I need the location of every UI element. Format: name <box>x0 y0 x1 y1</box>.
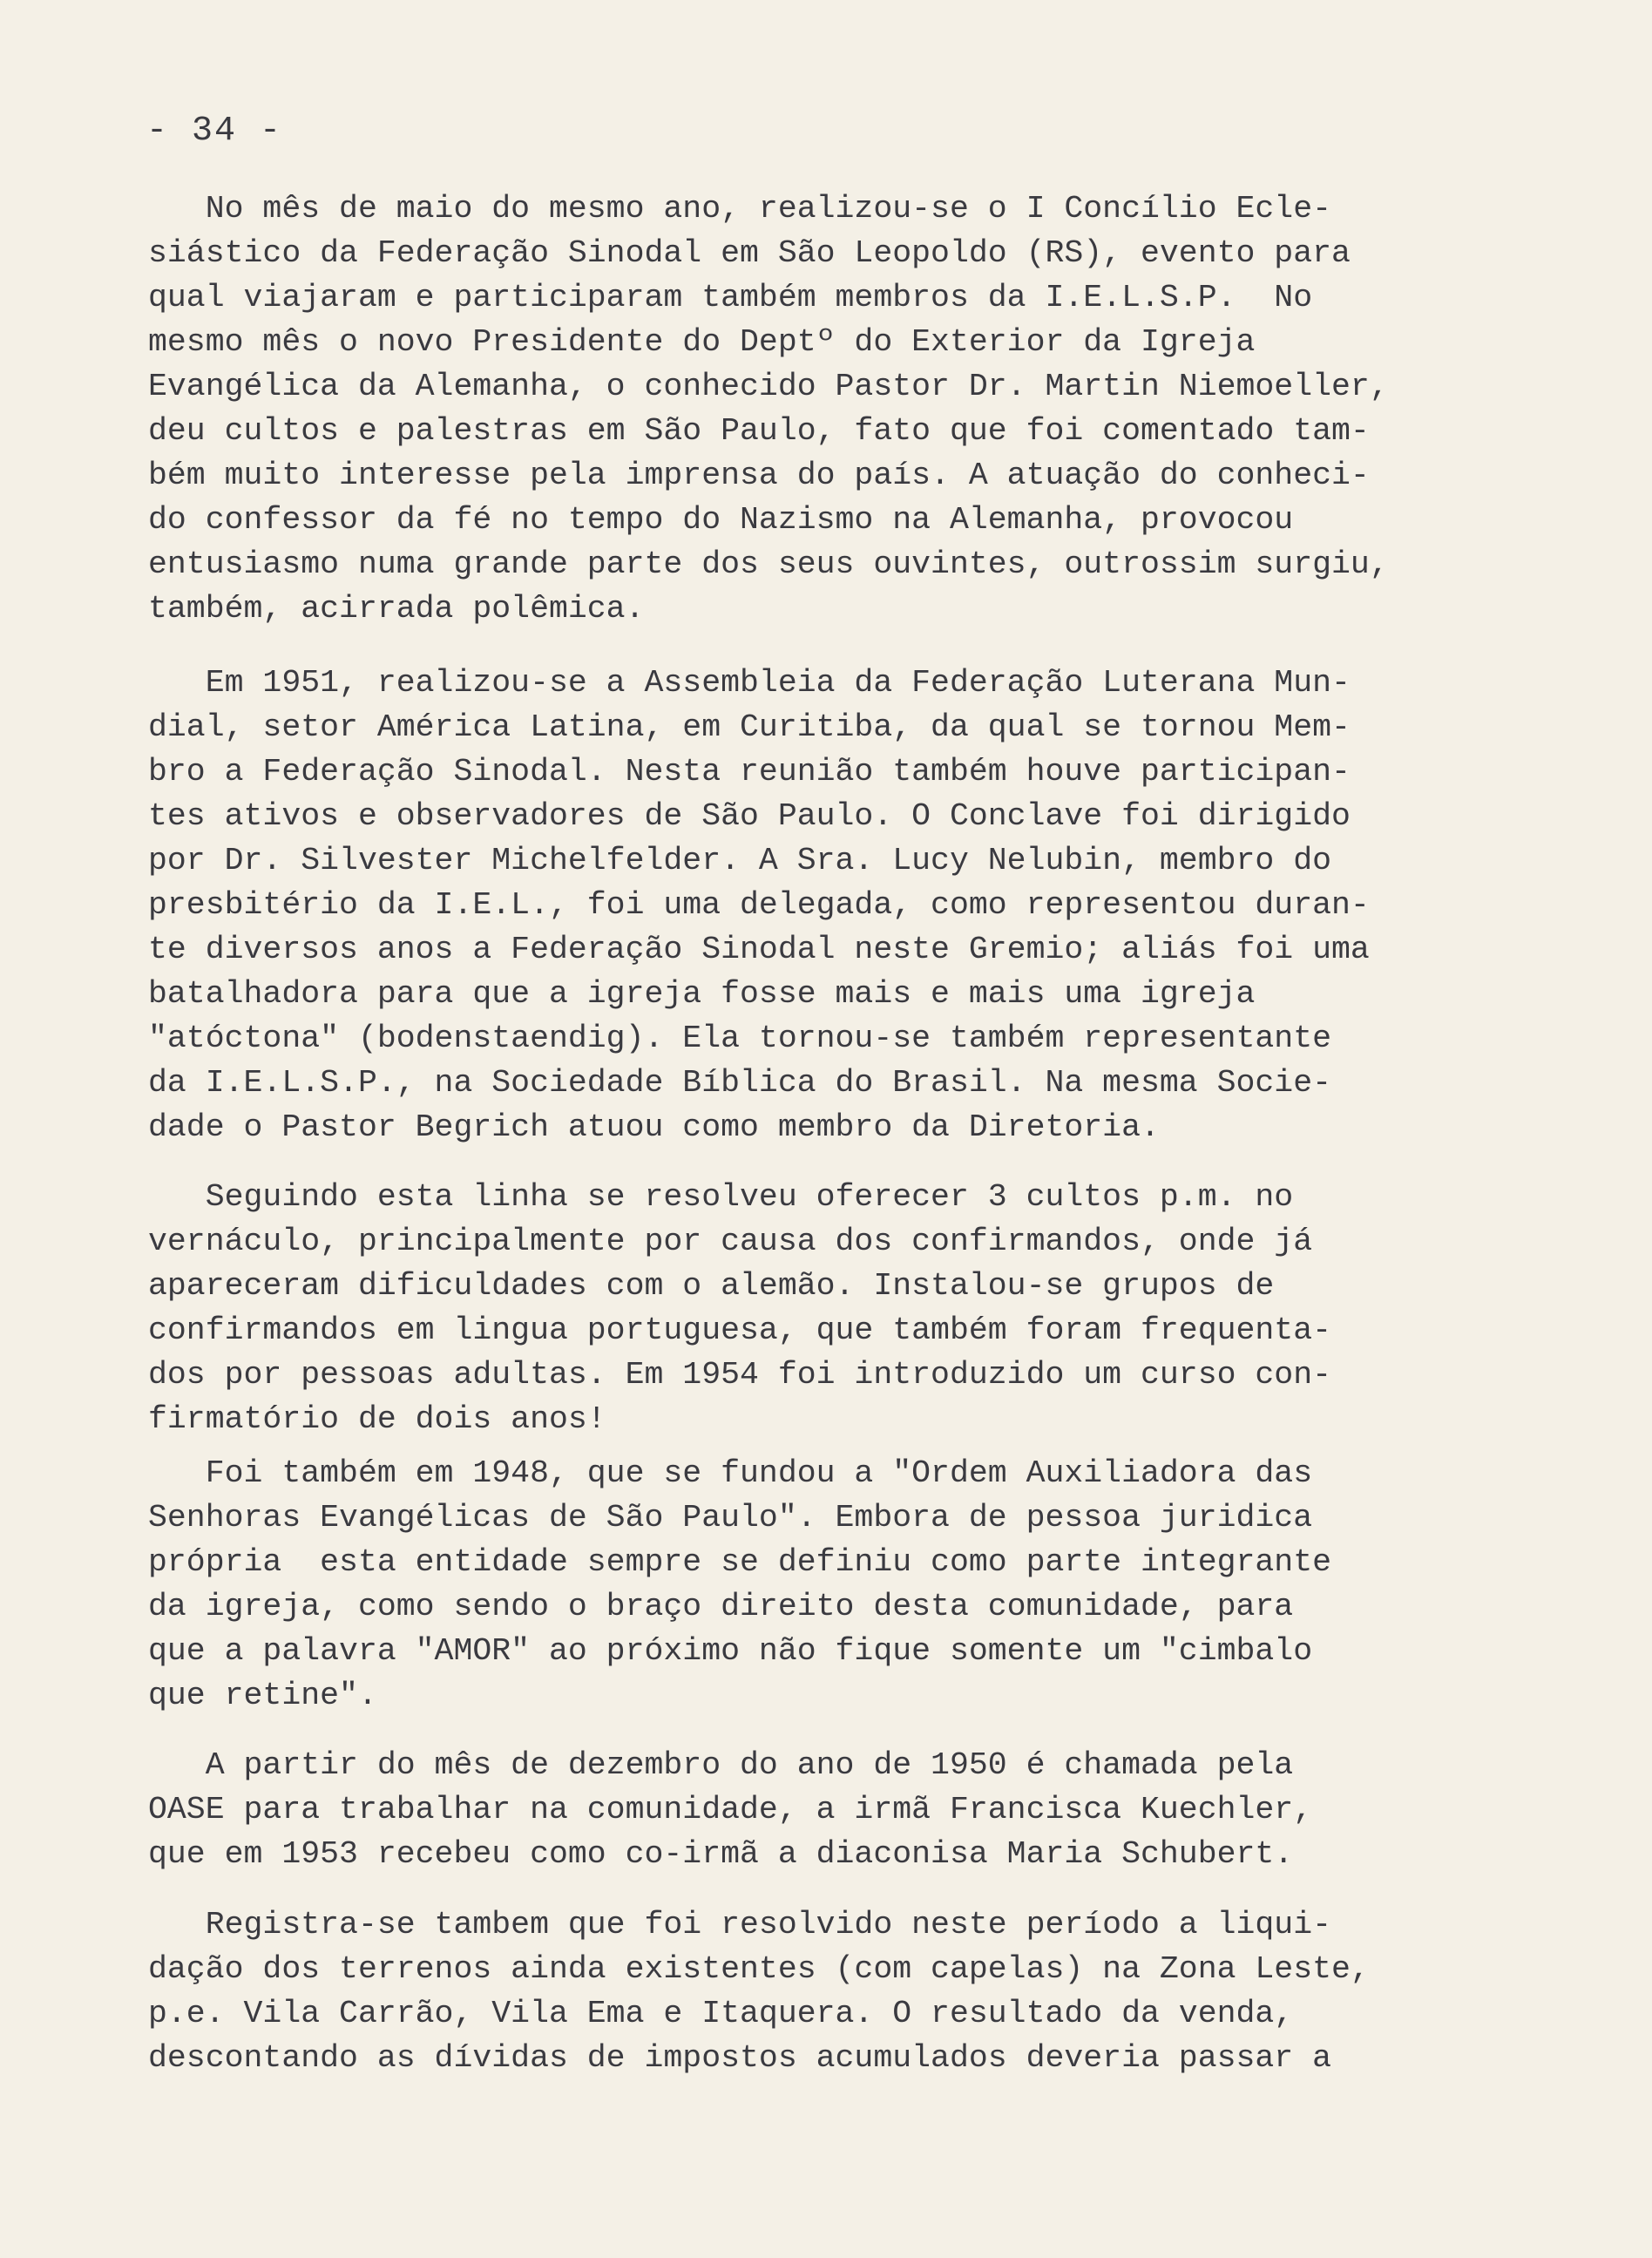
text-line: também, acirrada polêmica. <box>148 591 645 627</box>
text-line: descontando as dívidas de impostos acumulados deveria passar a <box>148 2040 1332 2076</box>
text-line: da igreja, como sendo o braço direito desta comunidade, para <box>148 1589 1294 1624</box>
text-line: tes ativos e observadores de São Paulo. O Conclave foi dirigido <box>148 798 1351 834</box>
paragraph-4 <box>148 1451 1577 1718</box>
text-line: dial, setor América Latina, em Curitiba, da qual se tornou Mem- <box>148 709 1351 745</box>
text-line: Em 1951, realizou-se a Assembleia da Federação Luterana Mun- <box>148 665 1351 701</box>
paragraph-2 <box>148 661 1577 1149</box>
paragraph-1 <box>148 186 1577 631</box>
text-line: da I.E.L.S.P., na Sociedade Bíblica do Brasil. Na mesma Socie- <box>148 1065 1332 1101</box>
text-line: dação dos terrenos ainda existentes (com capelas) na Zona Leste, <box>148 1951 1370 1987</box>
text-line: bro a Federação Sinodal. Nesta reunião também houve participan- <box>148 754 1351 790</box>
text-line: do confessor da fé no tempo do Nazismo na Alemanha, provocou <box>148 502 1294 538</box>
text-line: dos por pessoas adultas. Em 1954 foi introduzido um curso con- <box>148 1357 1332 1393</box>
text-line: confirmandos em lingua portuguesa, que também foram frequenta- <box>148 1312 1332 1348</box>
text-line: deu cultos e palestras em São Paulo, fato que foi comentado tam- <box>148 413 1370 449</box>
paragraph-3 <box>148 1175 1577 1441</box>
text-line: No mês de maio do mesmo ano, realizou-se o I Concílio Ecle- <box>148 191 1332 227</box>
text-line: apareceram dificuldades com o alemão. Instalou-se grupos de <box>148 1268 1275 1304</box>
text-line: própria esta entidade sempre se definiu como parte integrante <box>148 1544 1332 1580</box>
text-line: mesmo mês o novo Presidente do Deptº do Exterior da Igreja <box>148 324 1256 360</box>
text-line: bém muito interesse pela imprensa do país. A atuação do conheci- <box>148 458 1370 493</box>
text-line: Seguindo esta linha se resolveu oferecer 3 cultos p.m. no <box>148 1179 1294 1215</box>
text-line: OASE para trabalhar na comunidade, a irmã Francisca Kuechler, <box>148 1792 1313 1827</box>
text-line: te diversos anos a Federação Sinodal neste Gremio; aliás foi uma <box>148 932 1370 967</box>
text-line: Foi também em 1948, que se fundou a "Ordem Auxiliadora das <box>148 1455 1313 1491</box>
text-line: entusiasmo numa grande parte dos seus ouvintes, outrossim surgiu, <box>148 546 1389 582</box>
text-line: p.e. Vila Carrão, Vila Ema e Itaquera. O resultado da venda, <box>148 1996 1294 2031</box>
text-line: por Dr. Silvester Michelfelder. A Sra. Lucy Nelubin, membro do <box>148 843 1332 878</box>
text-line: A partir do mês de dezembro do ano de 1950 é chamada pela <box>148 1747 1294 1783</box>
text-line: que em 1953 recebeu como co-irmã a diaconisa Maria Schubert. <box>148 1836 1294 1872</box>
text-line: Evangélica da Alemanha, o conhecido Pastor Dr. Martin Niemoeller, <box>148 369 1389 404</box>
text-line: "atóctona" (bodenstaendig). Ela tornou-se também representante <box>148 1021 1332 1056</box>
paragraph-6 <box>148 1902 1577 2080</box>
text-line: Senhoras Evangélicas de São Paulo". Embora de pessoa juridica <box>148 1500 1313 1536</box>
paragraph-5 <box>148 1743 1577 1876</box>
text-line: firmatório de dois anos! <box>148 1401 606 1437</box>
page-number: - 34 - <box>146 112 283 151</box>
text-line: dade o Pastor Begrich atuou como membro da Diretoria. <box>148 1109 1160 1145</box>
text-line: batalhadora para que a igreja fosse mais e mais uma igreja <box>148 976 1256 1012</box>
text-line: Registra-se tambem que foi resolvido neste período a liqui- <box>148 1907 1332 1943</box>
text-line: vernáculo, principalmente por causa dos confirmandos, onde já <box>148 1224 1313 1259</box>
text-line: presbitério da I.E.L., foi uma delegada, como representou duran- <box>148 887 1370 923</box>
text-line: que a palavra "AMOR" ao próximo não fique somente um "cimbalo <box>148 1633 1313 1669</box>
text-line: qual viajaram e participaram também membros da I.E.L.S.P. No <box>148 280 1313 315</box>
text-line: siástico da Federação Sinodal em São Leopoldo (RS), evento para <box>148 235 1351 271</box>
text-line: que retine". <box>148 1678 377 1713</box>
